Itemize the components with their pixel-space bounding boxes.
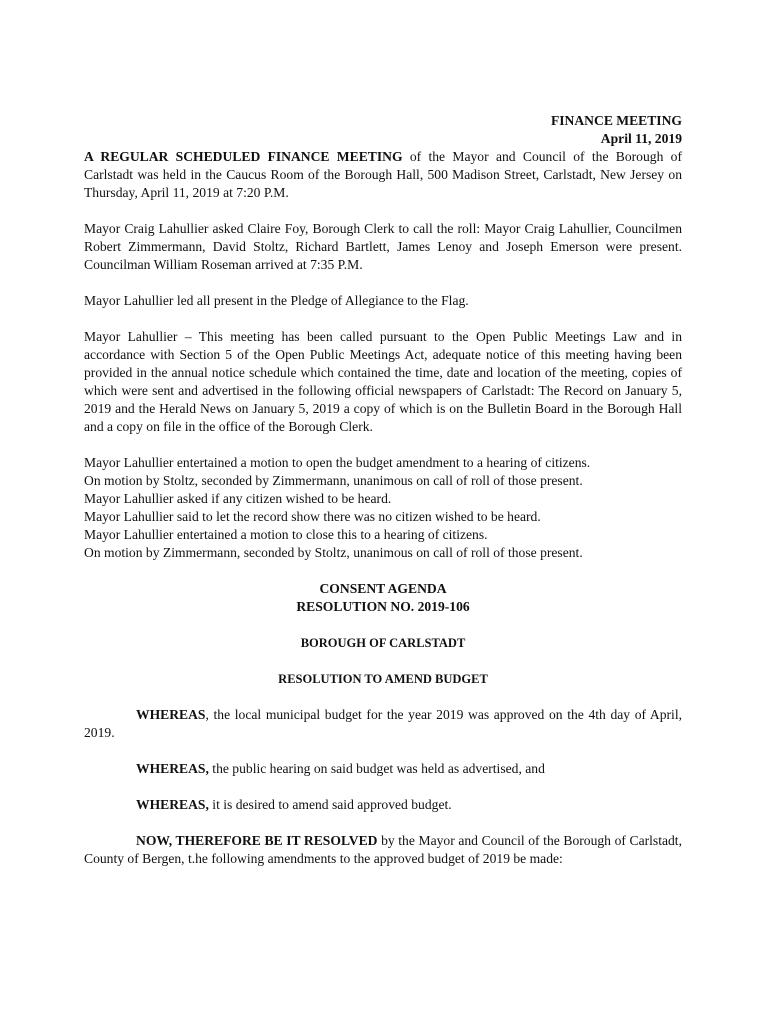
whereas-text: the public hearing on said budget was held as advertised, and (208, 761, 545, 776)
hearing-lines (84, 454, 682, 562)
hearing-line: On motion by Zimmermann, seconded by Stoltz, unanimous on call of roll of those present. (84, 545, 583, 560)
hearing-line: Mayor Lahullier entertained a motion to close this to a hearing of citizens. (84, 527, 488, 542)
hearing-line: Mayor Lahullier said to let the record show there was no citizen wished to be heard. (84, 509, 541, 524)
meeting-title: FINANCE MEETING (550, 113, 682, 128)
resolved-text: by the Mayor and Council of the Borough of Carlstadt, County of Bergen, t.he following amendments to the approved budget of 2019 be made: (84, 833, 682, 866)
whereas-paragraph-1 (84, 706, 682, 742)
consent-agenda-heading: CONSENT AGENDA (319, 581, 447, 596)
pledge-paragraph: Mayor Lahullier led all present in the Pledge of Allegiance to the Flag. (84, 293, 469, 308)
resolution-number: RESOLUTION NO. 2019-106 (296, 599, 470, 614)
opm-statement-paragraph: Mayor Lahullier – This meeting has been called pursuant to the Open Public Meetings Law and in accordance with Section 5 of the Open Public Meetings Act, adequate notice of this meeting having been provided in the annual notice schedule which contained the time, date and location of the meeting, copies of which were sent and advertised in the following official newspapers of Carlstadt: The Record on January 5, 2019 and the Herald News on January 5, 2019 a copy of which is on the Bulletin Board in the Borough Hall and a copy on file in the office of the Borough Clerk. (84, 329, 682, 434)
hearing-line: Mayor Lahullier asked if any citizen wished to be heard. (84, 491, 392, 506)
intro-text: of the Mayor and Council of the Borough of Carlstadt was held in the Caucus Room of the Borough Hall, 500 Madison Street, Carlstadt, New Jersey on Thursday, April 11, 2019 at 7:20 P.M. (84, 149, 682, 200)
borough-heading: BOROUGH OF CARLSTADT (300, 636, 466, 650)
resolution-title: RESOLUTION TO AMEND BUDGET (278, 672, 488, 686)
meeting-date: April 11, 2019 (600, 131, 682, 146)
document-page (84, 112, 682, 868)
whereas-text: it is desired to amend said approved budget. (208, 797, 452, 812)
intro-lead: A REGULAR SCHEDULED FINANCE MEETING (84, 149, 403, 164)
intro-paragraph (84, 148, 682, 202)
resolved-paragraph (84, 832, 682, 868)
whereas-paragraph-2 (84, 760, 682, 778)
whereas-text: , the local municipal budget for the year 2019 was approved on the 4th day of April, 2019. (84, 707, 682, 740)
whereas-label: WHEREAS, (136, 761, 209, 776)
whereas-label: WHEREAS (136, 707, 206, 722)
resolved-label: NOW, THEREFORE BE IT RESOLVED (136, 833, 378, 848)
whereas-label: WHEREAS, (136, 797, 209, 812)
hearing-line: Mayor Lahullier entertained a motion to open the budget amendment to a hearing of citizens. (84, 455, 591, 470)
roll-call-paragraph: Mayor Craig Lahullier asked Claire Foy, Borough Clerk to call the roll: Mayor Craig Lahullier, Councilmen Robert Zimmermann, David Stoltz, Richard Bartlett, James Lenoy and Joseph Emerson were present. Councilman William Roseman arrived at 7:35 P.M. (84, 221, 682, 272)
hearing-line: On motion by Stoltz, seconded by Zimmermann, unanimous on call of roll of those present. (84, 473, 583, 488)
whereas-paragraph-3 (84, 796, 682, 814)
